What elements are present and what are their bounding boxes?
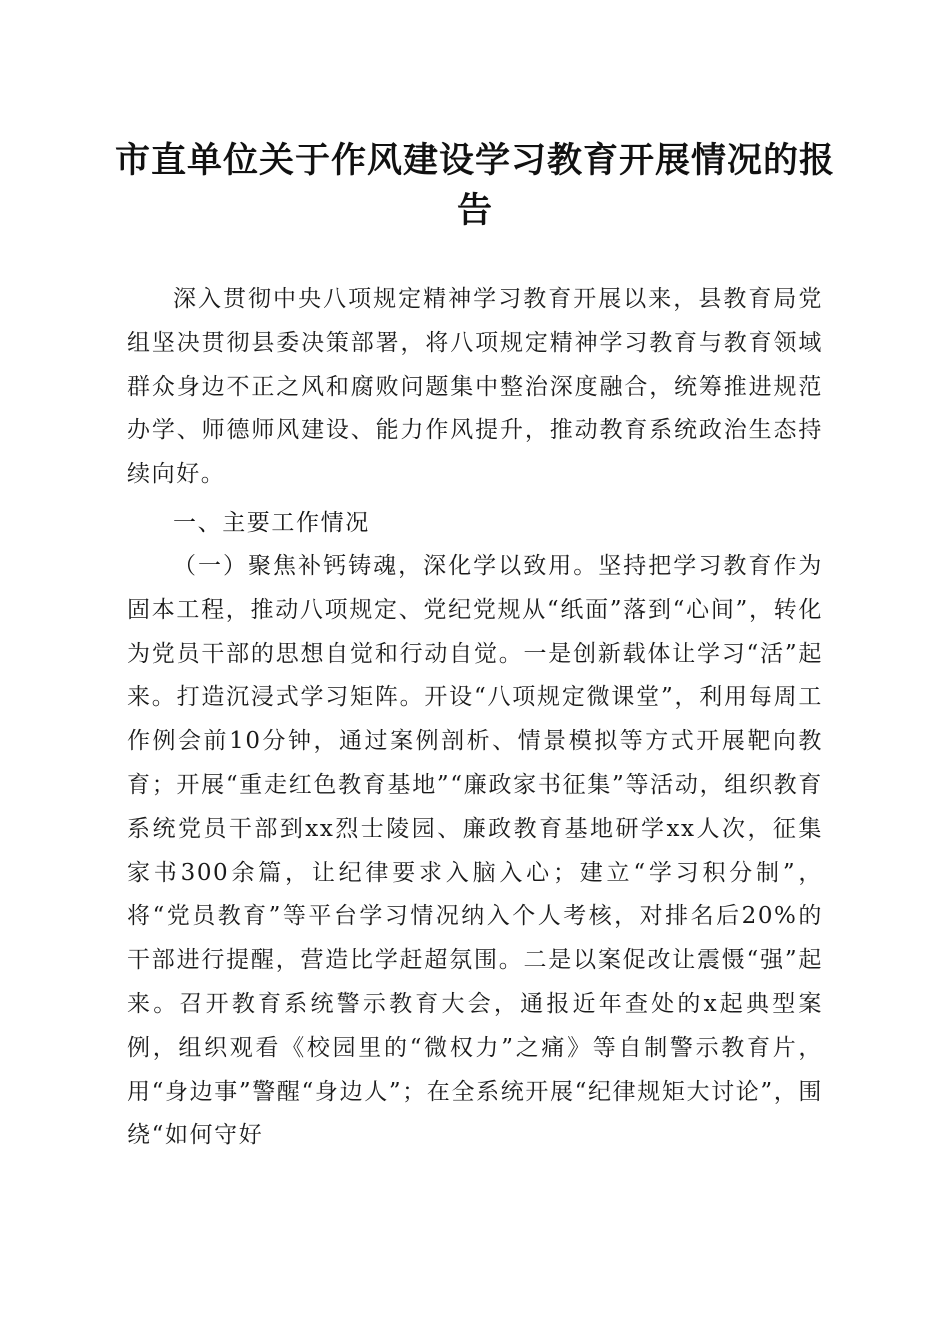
subsection-body: 坚持把学习教育作为固本工程，推动八项规定、党纪党规从“纸面”落到“心间”，转化为党员干部的思想自觉和行动自觉。一是创新载体让学习“活”起来。打造沉浸式学习矩阵。开设“八项规定微课堂”，利用每周工作例会前10分钟，通过案例剖析、情景模拟等方式开展靶向教育；开展“重走红色教育基地”“廉政家书征集”等活动，组织教育系统党员干部到xx烈士陵园、廉政教育基地研学xx人次，征集家书300余篇，让纪律要求入脑入心；建立“学习积分制”，将“党员教育”等平台学习情况纳入个人考核，对排名后20%的干部进行提醒，营造比学赶超氛围。二是以案促改让震慑“强”起来。召开教育系统警示教育大会，通报近年查处的x起典型案例，组织观看《校园里的“微权力”之痛》等自制警示教育片，用“身边事”警醒“身边人”；在全系统开展“纪律规矩大讨论”，围绕“如何守好 [127, 553, 823, 1149]
document-title: 市直单位关于作风建设学习教育开展情况的报告 [114, 141, 835, 231]
subsection-paragraph [127, 545, 823, 1158]
subsection-lead: （一）聚焦补钙铸魂，深化学以致用。 [173, 553, 599, 579]
section-heading: 一、主要工作情况 [173, 510, 370, 536]
intro-paragraph: 深入贯彻中央八项规定精神学习教育开展以来，县教育局党组坚决贯彻县委决策部署，将八项规定精神学习教育与教育领域群众身边不正之风和腐败问题集中整治深度融合，统筹推进规范办学、师德师风建设、能力作风提升，推动教育系统政治生态持续向好。 [127, 286, 823, 488]
